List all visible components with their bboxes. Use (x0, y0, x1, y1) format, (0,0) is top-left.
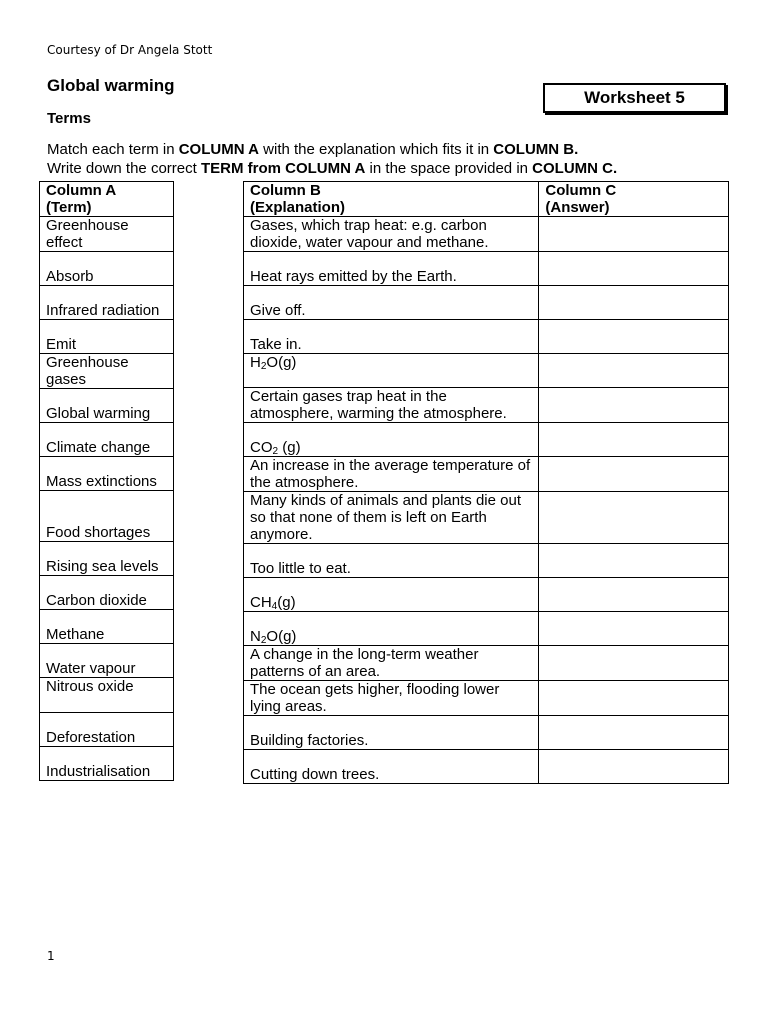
explanation-cell (244, 578, 539, 612)
formula-text: H (250, 354, 261, 371)
term-cell: Nitrous oxide (40, 678, 174, 713)
table-row (244, 646, 729, 681)
header-line: Column A (46, 182, 117, 199)
table-row (40, 678, 174, 713)
answer-cell[interactable] (539, 716, 729, 750)
explanation-cell: Gases, which trap heat: e.g. carbon dioxide, water vapour and methane. (244, 217, 539, 252)
answer-cell[interactable] (539, 578, 729, 612)
table-row (40, 286, 174, 320)
header-line: Column B (250, 182, 321, 199)
instruction-emphasis: COLUMN C. (532, 160, 618, 177)
term-cell: Greenhouse gases (40, 354, 174, 389)
table-row (40, 320, 174, 354)
formula-text: N (250, 628, 261, 645)
explanation-cell: Cutting down trees. (244, 750, 539, 784)
explanation-cell: Building factories. (244, 716, 539, 750)
instruction-line-2 (47, 160, 617, 177)
answer-cell[interactable] (539, 388, 729, 423)
table-row (40, 644, 174, 678)
explanation-cell: An increase in the average temperature of the atmosphere. (244, 457, 539, 492)
formula-subscript: 2 (260, 635, 267, 646)
explanation-cell: Take in. (244, 320, 539, 354)
instruction-emphasis: COLUMN B. (493, 141, 579, 158)
explanation-cell: Give off. (244, 286, 539, 320)
formula-text: CO (250, 439, 273, 456)
header-line: Column C (545, 182, 617, 199)
answer-cell[interactable] (539, 320, 729, 354)
table-row (40, 610, 174, 644)
formula-subscript: 2 (260, 361, 267, 372)
table-row (40, 354, 174, 389)
answer-cell[interactable] (539, 252, 729, 286)
table-row (40, 576, 174, 610)
table-row (40, 423, 174, 457)
header-line: (Term) (46, 199, 92, 216)
term-cell: Deforestation (40, 713, 174, 747)
table-row (244, 217, 729, 252)
answer-cell[interactable] (539, 646, 729, 681)
formula-text: O(g) (266, 628, 297, 645)
table-row (40, 542, 174, 576)
term-cell: Rising sea levels (40, 542, 174, 576)
answer-cell[interactable] (539, 286, 729, 320)
term-cell: Water vapour (40, 644, 174, 678)
column-c-header (539, 182, 729, 217)
term-cell: Climate change (40, 423, 174, 457)
instruction-text: in the space provided in (365, 160, 533, 177)
answer-cell[interactable] (539, 457, 729, 492)
instruction-line-1 (47, 141, 578, 158)
column-bc-table (243, 181, 729, 784)
term-cell: Emit (40, 320, 174, 354)
answer-cell[interactable] (539, 354, 729, 388)
table-row (244, 286, 729, 320)
term-cell: Infrared radiation (40, 286, 174, 320)
term-cell: Carbon dioxide (40, 576, 174, 610)
term-cell: Greenhouse effect (40, 217, 174, 252)
term-cell: Global warming (40, 389, 174, 423)
worksheet-label: Worksheet 5 (543, 83, 726, 113)
courtesy-note: Courtesy of Dr Angela Stott (47, 43, 213, 57)
instruction-text: Match each term in (47, 141, 179, 158)
answer-cell[interactable] (539, 750, 729, 784)
term-cell: Food shortages (40, 491, 174, 542)
explanation-cell: Certain gases trap heat in the atmosphere, warming the atmosphere. (244, 388, 539, 423)
instruction-emphasis: TERM from COLUMN A (200, 160, 366, 177)
table-row (244, 544, 729, 578)
table-row (244, 681, 729, 716)
header-line: (Answer) (545, 199, 610, 216)
answer-cell[interactable] (539, 423, 729, 457)
formula-subscript: 2 (272, 446, 279, 457)
explanation-cell (244, 612, 539, 646)
column-a-header (40, 182, 174, 217)
table-row (244, 612, 729, 646)
table-row (244, 252, 729, 286)
explanation-cell: Heat rays emitted by the Earth. (244, 252, 539, 286)
table-row (244, 354, 729, 388)
formula-text: (g) (278, 439, 301, 456)
term-cell: Industrialisation (40, 747, 174, 781)
answer-cell[interactable] (539, 544, 729, 578)
table-row (244, 750, 729, 784)
formula-subscript: 4 (271, 601, 278, 612)
table-row (40, 747, 174, 781)
table-row (244, 716, 729, 750)
term-cell: Methane (40, 610, 174, 644)
table-row (40, 389, 174, 423)
term-cell: Mass extinctions (40, 457, 174, 491)
page-number: 1 (47, 949, 55, 963)
instruction-text: Write down the correct (47, 160, 201, 177)
formula-text: CH (250, 594, 272, 611)
instruction-text: with the explanation which fits it in (259, 141, 494, 158)
answer-cell[interactable] (539, 612, 729, 646)
explanation-cell (244, 354, 539, 388)
page-title: Global warming (47, 76, 175, 95)
explanation-cell: Too little to eat. (244, 544, 539, 578)
formula-text: (g) (277, 594, 296, 611)
section-heading: Terms (47, 110, 91, 127)
explanation-cell: A change in the long-term weather patterns of an area. (244, 646, 539, 681)
explanation-cell (244, 423, 539, 457)
table-row (244, 492, 729, 544)
table-row (40, 457, 174, 491)
answer-cell[interactable] (539, 217, 729, 252)
table-row (244, 578, 729, 612)
instruction-emphasis: COLUMN A (178, 141, 259, 158)
column-b-header (244, 182, 539, 217)
answer-cell[interactable] (539, 681, 729, 716)
column-a-table (39, 181, 174, 781)
table-row (40, 491, 174, 542)
table-row (244, 457, 729, 492)
table-row (244, 388, 729, 423)
table-row (244, 423, 729, 457)
explanation-cell: Many kinds of animals and plants die out so that none of them is left on Earth anymore. (244, 492, 539, 544)
table-row (40, 217, 174, 252)
explanation-cell: The ocean gets higher, flooding lower lying areas. (244, 681, 539, 716)
formula-text: O(g) (266, 354, 297, 371)
table-row (40, 252, 174, 286)
term-cell: Absorb (40, 252, 174, 286)
answer-cell[interactable] (539, 492, 729, 544)
table-row (40, 713, 174, 747)
table-row (244, 320, 729, 354)
header-line: (Explanation) (250, 199, 346, 216)
